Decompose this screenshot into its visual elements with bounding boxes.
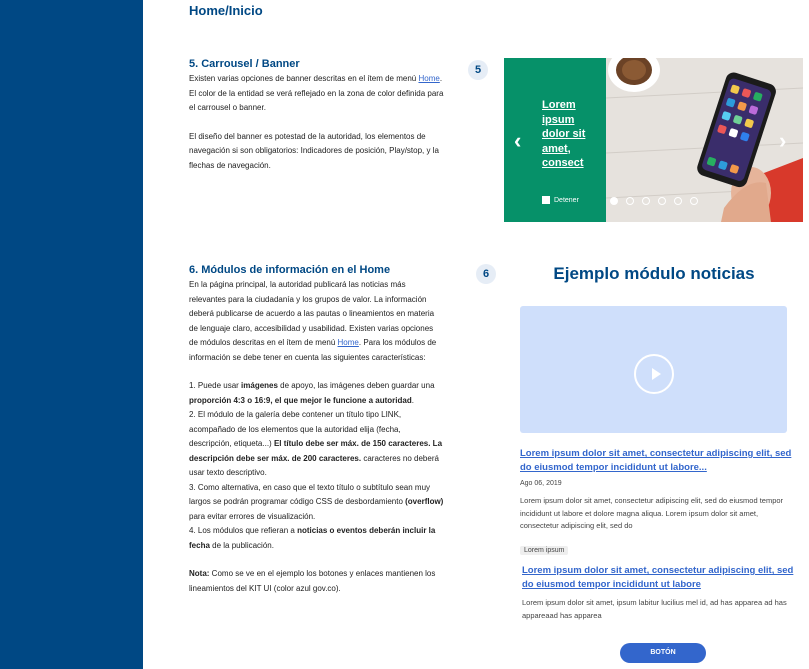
breadcrumb: Home/Inicio: [189, 3, 263, 18]
news-item-1-description: Lorem ipsum dolor sit amet, consectetur adipiscing elit, sed do eiusmod tempor incididunt ut labore et dolore magna aliqua. Lorem ipsum dolor sit amet, consectetur adipiscing elit, sed do: [520, 496, 784, 530]
prev-arrow-icon[interactable]: ‹: [514, 128, 522, 153]
main-button[interactable]: BOTÓN: [620, 643, 706, 663]
home-link[interactable]: Home: [418, 74, 440, 83]
news-item-1-title[interactable]: Lorem ipsum dolor sit amet, consectetur adipiscing elit, sed do eiusmod tempor incididunt ut labore...: [520, 448, 792, 473]
t-bold: (overflow): [405, 497, 444, 506]
section-5-paragraph-1: [189, 72, 444, 116]
stop-control[interactable]: [542, 196, 579, 204]
feature-item-3: [189, 481, 444, 525]
intro-text-b: . Para los módulos de información se debe tener en cuenta las siguientes características:: [189, 338, 437, 362]
banner-link-text[interactable]: Lorem ipsum dolor sit amet, consect: [542, 99, 586, 169]
t: de apoyo, las imágenes deben guardar una: [277, 381, 435, 390]
note-label: Nota:: [189, 569, 210, 578]
next-arrow-icon[interactable]: ›: [779, 128, 787, 153]
step-5-badge: 5: [468, 60, 488, 80]
indicator-dot[interactable]: [626, 197, 634, 205]
t: 1. Puede usar: [189, 381, 242, 390]
left-sidebar: [0, 0, 143, 669]
stop-icon: [542, 196, 550, 204]
t: caracteres no deberá usar texto descriptivo.: [189, 453, 439, 477]
note-text: Como se ve en el ejemplo los botones y enlaces mantienen los lineamientos del KIT UI (color azul gov.co).: [189, 569, 436, 593]
feature-list: [189, 379, 444, 553]
step-6-badge: 6: [476, 264, 496, 284]
feature-item-1: [189, 379, 444, 408]
indicator-dot[interactable]: [658, 197, 666, 205]
section-6-intro: [189, 278, 444, 365]
play-icon[interactable]: [634, 354, 674, 394]
news-item-2-description: Lorem ipsum dolor sit amet, ipsum labitur lucilius mel id, ad has apparea ad has appareaad has apparea: [522, 598, 787, 620]
p1-text-a: Existen varias opciones de banner descritas en el ítem de menú: [189, 74, 419, 83]
t: de la publicación.: [209, 540, 274, 550]
section-carrousel: [189, 58, 444, 187]
t-bold: noticias o eventos deberán incluir la fecha: [189, 526, 436, 550]
note-paragraph: [189, 567, 444, 596]
news-item-1-date: Ago 06, 2019: [520, 480, 562, 487]
position-indicators: [610, 197, 706, 205]
t: 3. Como alternativa, en caso que el texto título o subtítulo sean muy largos se podrán programar código CSS de desbordamiento: [189, 482, 431, 506]
feature-item-2: [189, 408, 444, 481]
section-5-title: 5. Carrousel / Banner: [189, 58, 300, 70]
feature-item-4: [189, 524, 444, 553]
news-video: [520, 306, 787, 433]
t: para evitar errores de visualización.: [189, 511, 316, 521]
t: 2. El módulo de la galería debe contener un título tipo LINK, acompañado de los elementos que la autoridad elija (fecha, descripción, etiqueta...): [189, 410, 402, 448]
t-bold: El título debe ser máx. de 150 caracteres. La descripción debe ser máx. de 200 caracteres.: [189, 439, 443, 463]
p1-text-b: . El color de la entidad se verá reflejado en la zona de color definida para el carrousel o banner.: [189, 74, 444, 112]
indicator-dot[interactable]: [642, 197, 650, 205]
carrousel-banner: [504, 58, 803, 222]
t-bold: imágenes: [241, 381, 278, 390]
section-5-paragraph-2: El diseño del banner es potestad de la autoridad, los elementos de navegación si son obligatorios: Indicadores de posición, Play/stop, y la flechas de navegación.: [189, 131, 439, 170]
news-module-heading: Ejemplo módulo noticias: [553, 264, 755, 283]
stop-label: Detener: [554, 196, 579, 204]
indicator-dot[interactable]: [674, 197, 682, 205]
t: .: [411, 395, 414, 405]
news-item-2-title[interactable]: Lorem ipsum dolor sit amet, consectetur adipiscing elit, sed do eiusmod tempor incididunt ut labore: [522, 565, 794, 590]
intro-text-a: En la página principal, la autoridad publicará las noticias más relevantes para la ciudadanía y los grupos de valor. La información deberá publicarse de acuerdo a las pautas o lineamientos en materia de lenguaje claro, accesibilidad y usabilidad. Existen varias opciones de módulos descritas en el ítem de menú: [189, 280, 435, 347]
section-info-modules: [189, 264, 444, 610]
t-bold: proporción 4:3 o 16:9, el que mejor le funcione a autoridad: [189, 395, 412, 405]
home-link[interactable]: Home: [337, 338, 359, 347]
section-6-title: 6. Módulos de información en el Home: [189, 264, 391, 276]
t: 4. Los módulos que refieran a: [189, 526, 298, 535]
indicator-dot[interactable]: [690, 197, 698, 205]
news-item-2-tag: Lorem ipsum: [520, 546, 568, 555]
indicator-dot[interactable]: [610, 197, 618, 205]
